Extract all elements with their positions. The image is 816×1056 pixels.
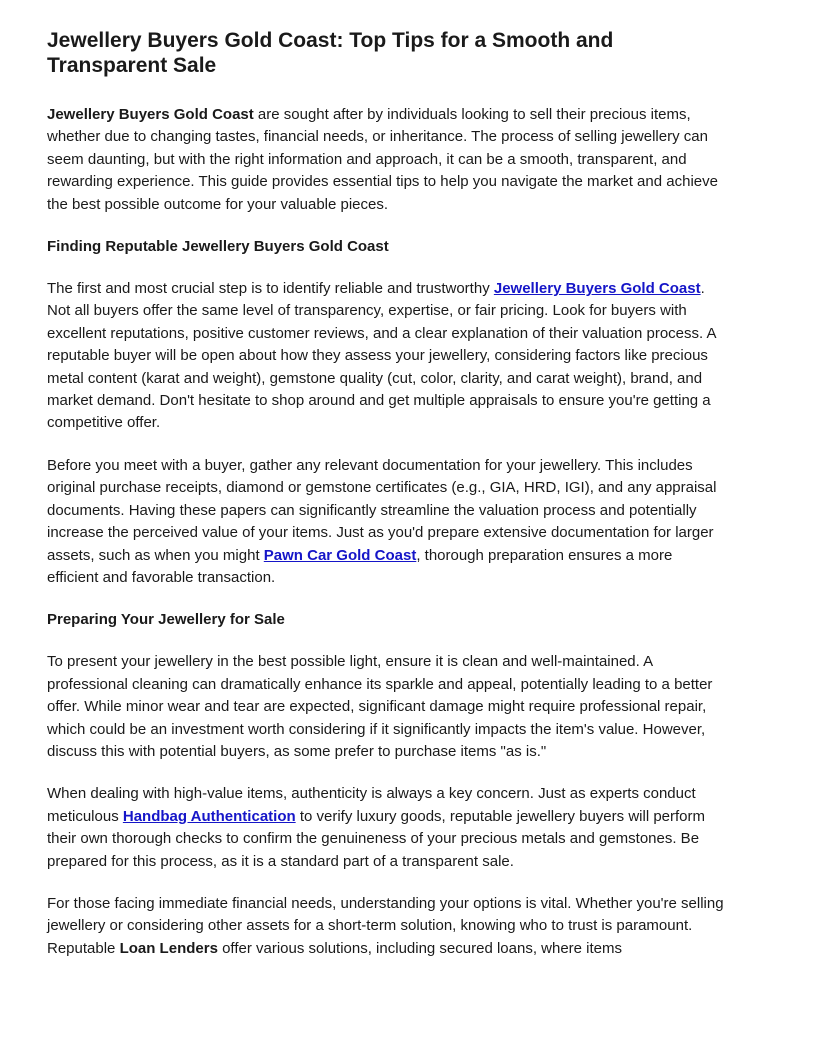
section2-p3-text-before: For those facing immediate financial needs, understanding your options is vital. Whether you're selling jewellery or considering other assets for a short-term solution, knowing who to trust is paramount. Reputable	[47, 894, 724, 957]
section1-p2-text-before: Before you meet with a buyer, gather any relevant documentation for your jewellery. This includes original purchase receipts, diamond or gemstone certificates (e.g., GIA, HRD, IGI), and any appraisal documents. Having these papers can significantly streamline the valuation process and potentially increase the perceived value of your items. Just as you'd prepare extensive documentation for larger assets, such as when you might	[47, 456, 717, 564]
section1-p1-text-before: The first and most crucial step is to identify reliable and trustworthy	[47, 280, 494, 298]
section2-p2-text-before: When dealing with high-value items, authenticity is always a key concern. Just as experts conduct meticulous	[47, 785, 696, 825]
pawn-car-link[interactable]: Pawn Car Gold Coast	[263, 546, 417, 564]
section2-paragraph-2	[47, 783, 727, 873]
section1-paragraph-2	[47, 455, 727, 589]
section2-p2-text-after: to verify luxury goods, reputable jewellery buyers will perform their own thorough checks to confirm the genuineness of your precious metals and gemstones. Be prepared for this process, as it is a standard part of a transparent sale.	[47, 807, 705, 870]
intro-lead-bold: Jewellery Buyers Gold Coast	[47, 106, 254, 123]
section2-paragraph-3	[47, 893, 727, 960]
loan-lenders-bold: Loan Lenders	[119, 939, 218, 957]
section-heading-finding-buyers: Finding Reputable Jewellery Buyers Gold Coast	[47, 238, 389, 256]
section1-paragraph-1	[47, 278, 727, 435]
intro-paragraph	[47, 104, 727, 216]
section1-p1-text-after: . Not all buyers offer the same level of transparency, expertise, or fair pricing. Look for buyers with excellent reputations, positive customer reviews, and a clear explanation of their valuation process. A reputable buyer will be open about how they assess your jewellery, considering factors like precious metal content (karat and weight), gemstone quality (cut, color, clarity, and carat weight), brand, and market demand. Don't hesitate to shop around and get multiple appraisals to ensure you're getting a competitive offer.	[47, 280, 716, 432]
jewellery-buyers-link[interactable]: Jewellery Buyers Gold Coast	[493, 280, 701, 298]
intro-text: are sought after by individuals looking to sell their precious items, whether due to changing tastes, financial needs, or inheritance. The process of selling jewellery can seem daunting, but with the right information and approach, it can be a smooth, transparent, and rewarding experience. This guide provides essential tips to help you navigate the market and achieve the best possible outcome for your valuable pieces.	[47, 106, 718, 213]
document-page	[47, 28, 727, 980]
handbag-authentication-link[interactable]: Handbag Authentication	[122, 807, 296, 825]
section-heading-preparing: Preparing Your Jewellery for Sale	[47, 611, 285, 629]
document-title: Jewellery Buyers Gold Coast: Top Tips for a Smooth and Transparent Sale	[47, 29, 614, 77]
section2-paragraph-1: To present your jewellery in the best possible light, ensure it is clean and well-maintained. A professional cleaning can dramatically enhance its sparkle and appeal, potentially leading to a better offer. While minor wear and tear are expected, significant damage might require professional repair, which could be an investment worth considering if it significantly impacts the item's value. However, discuss this with potential buyers, as some prefer to purchase items "as is."	[47, 653, 713, 760]
section2-p3-text-after: offer various solutions, including secured loans, where items	[217, 939, 623, 957]
section1-p2-text-after: , thorough preparation ensures a more efficient and favorable transaction.	[47, 546, 673, 586]
